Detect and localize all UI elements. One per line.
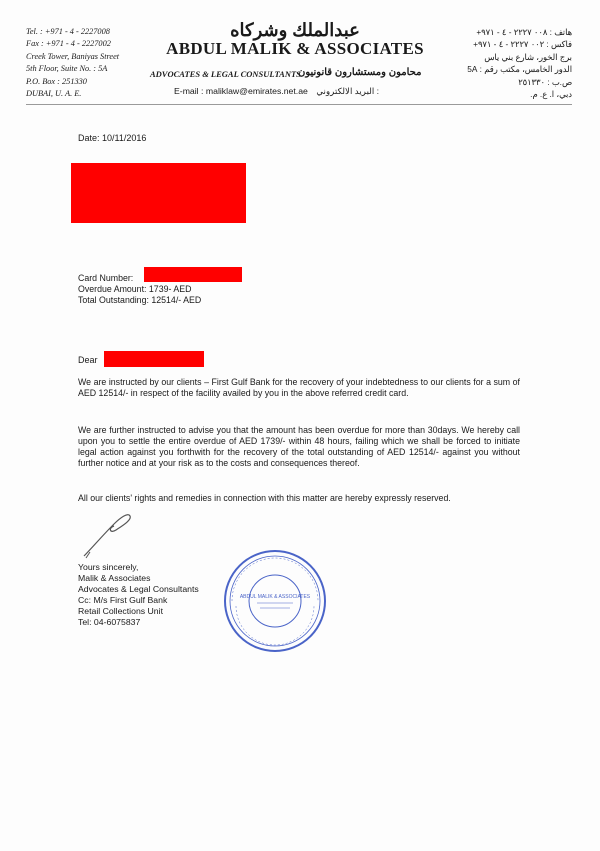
company-stamp [222, 548, 328, 654]
letterhead-tel: Tel. : +971 - 4 - 2227008 [26, 27, 110, 36]
body-paragraph-3: All our clients' rights and remedies in connection with this matter are hereby expressly reserved. [78, 493, 451, 503]
firm-subtitle-arabic: محامون ومستشارون قانونيون [298, 67, 422, 78]
letterhead-contact-en [26, 26, 119, 100]
cc-phone: Tel: 04-6075837 [78, 616, 141, 627]
redacted-card-number [144, 267, 242, 282]
email-label-arabic: البريد الالكتروني : [316, 86, 380, 96]
letterhead-address-line2: 5th Floor, Suite No. : 5A [26, 64, 108, 74]
firm-name-arabic: عبدالملك وشركاه [230, 20, 360, 40]
email-address: maliklaw@emirates.net.ae [205, 86, 308, 96]
letterhead-po-box: P.O. Box : 251330 [26, 76, 87, 86]
email-line [174, 86, 379, 97]
letterhead-fax-ar: فاكس : ٠٠٢ ٢٢٢٧ - ٤ - ٩٧١+ [473, 39, 572, 50]
card-number-label: Card Number: [78, 273, 134, 283]
body-paragraph-1: We are instructed by our clients – First Gulf Bank for the recovery of your indebtedness to our clients for a sum of AED 12514/- in respect of the facility availed by you in the above referred credit card. [78, 377, 520, 398]
firm-name: ABDUL MALIK & ASSOCIATES [166, 39, 424, 58]
signature [80, 508, 140, 560]
stamp-text: ABDUL MALIK & ASSOCIATES [239, 594, 311, 600]
closing-block [78, 562, 199, 627]
letterhead-po-box-ar: ص.ب : ٢٥١٣٣٠ [518, 76, 572, 87]
firm-subtitle: ADVOCATES & LEGAL CONSULTANTS [150, 69, 301, 79]
letterhead-fax: Fax : +971 - 4 - 2227002 [26, 39, 111, 49]
body-paragraph-2: We are further instructed to advise you that the amount has been overdue for more than 30days. We hereby call upon you to settle the entire overdue of AED 1739/- within 48 hours, failing which we shall be forced to initiate legal action against you forthwith for the recovery of the total outstanding of AED 12514/- against you without further notice and at your risk as to the costs and consequences thereof. [78, 425, 520, 468]
letterhead-tel-ar: هاتف : ٠٠٨ ٢٢٢٧ - ٤ - ٩٧١+ [476, 27, 572, 37]
cc-line: Cc: M/s First Gulf Bank [78, 594, 168, 605]
letterhead-city-ar: دبي، ا. ع. م. [530, 89, 572, 100]
redacted-recipient-address [71, 163, 246, 223]
letterhead-address-line1: Creek Tower, Baniyas Street [26, 51, 120, 61]
letterhead-address-ar-line1: برج الخور، شارع بني ياس [484, 51, 572, 62]
signatory-firm: Malik & Associates [78, 572, 151, 583]
salutation: Dear [78, 355, 98, 365]
letterhead-address-ar-line2: الدور الخامس، مكتب رقم : 5A [467, 64, 572, 75]
letter-date: Date: 10/11/2016 [78, 133, 147, 143]
signatory-title: Advocates & Legal Consultants [78, 583, 199, 594]
cc-unit: Retail Collections Unit [78, 605, 163, 616]
redacted-recipient-name [104, 351, 204, 367]
overdue-amount: Overdue Amount: 1739- AED [78, 284, 192, 294]
closing-line: Yours sincerely, [78, 562, 139, 572]
total-outstanding: Total Outstanding: 12514/- AED [78, 295, 202, 305]
letterhead-contact-ar [467, 26, 572, 100]
header-divider [26, 104, 572, 105]
email-label: E-mail : [174, 86, 204, 96]
letterhead-city: DUBAI, U. A. E. [26, 89, 82, 99]
